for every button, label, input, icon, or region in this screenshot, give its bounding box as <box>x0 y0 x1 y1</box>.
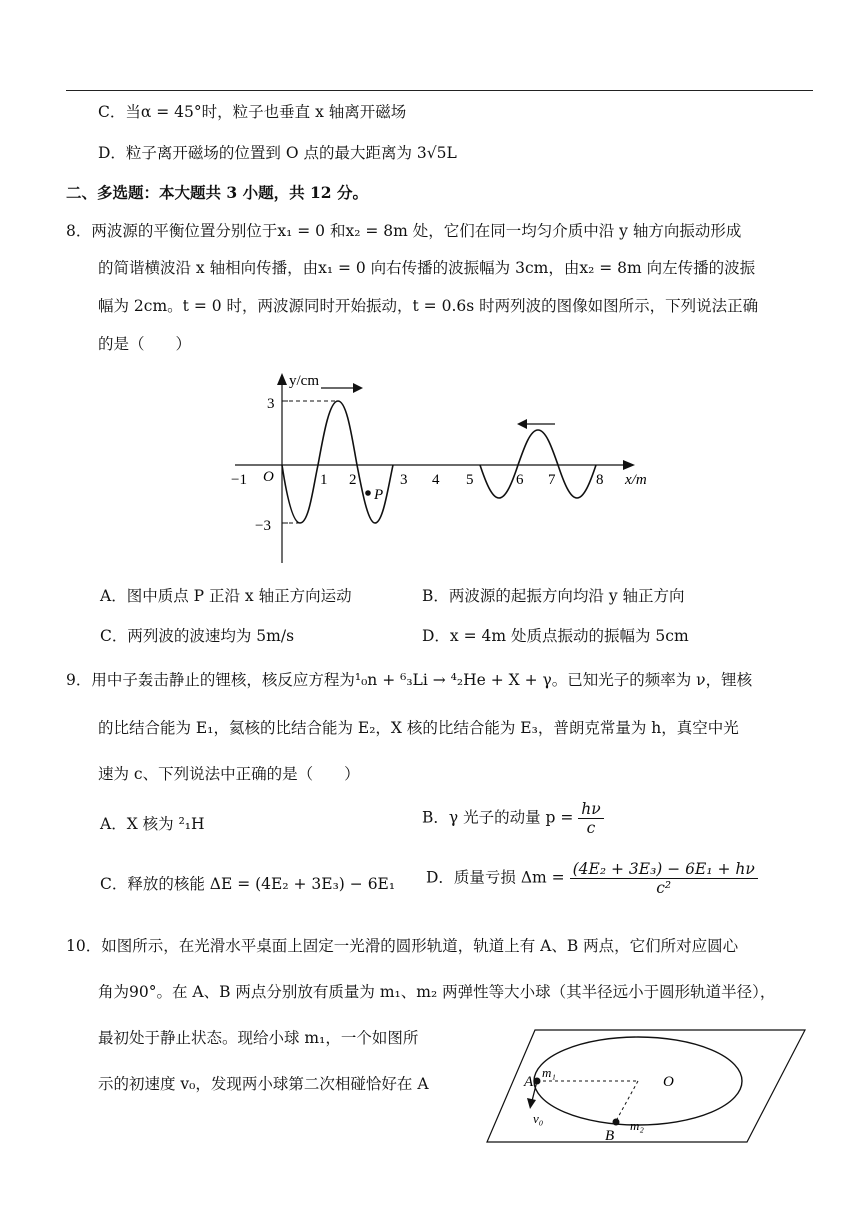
q9-option-d-fraction <box>570 860 758 897</box>
q9-stem-1b: 。已知光子的频率为 ν，锂核 <box>551 671 753 689</box>
mass-m2-label: m₂ <box>630 1118 644 1133</box>
q9-option-b-denominator: c <box>586 819 596 837</box>
q9-option-d-denominator: c² <box>656 879 672 897</box>
x-tick-8: 8 <box>596 472 604 488</box>
q8-wave-figure <box>225 368 665 568</box>
q8-stem-line-1: 8．两波源的平衡位置分别位于x₁ = 0 和x₂ = 8m 处，它们在同一均匀介质中沿 y 轴方向振动形成 <box>66 222 742 240</box>
y-tick-neg3: −3 <box>255 518 271 534</box>
top-rule <box>66 90 813 91</box>
x-axis-label: x/m <box>625 472 647 488</box>
q10-stem-line-1: 10．如图所示，在光滑水平桌面上固定一光滑的圆形轨道，轨道上有 A、B 两点，它们所对应圆心 <box>66 937 739 955</box>
point-p-label: P <box>374 487 384 503</box>
x-tick-7: 7 <box>548 472 556 488</box>
q8-option-b: B．两波源的起振方向均沿 y 轴正方向 <box>422 587 685 605</box>
q9-option-b-prefix: B．γ 光子的动量 p = <box>422 808 574 827</box>
q9-option-d <box>426 860 758 897</box>
x-tick-1: 1 <box>320 472 328 488</box>
x-tick-3: 3 <box>400 472 408 488</box>
x-tick-2: 2 <box>349 472 357 488</box>
q10-stem-line-4: 示的初速度 v₀，发现两小球第二次相碰恰好在 A <box>98 1075 429 1093</box>
x-tick-5: 5 <box>466 472 474 488</box>
q9-option-d-prefix: D．质量亏损 Δm = <box>426 868 565 887</box>
origin-label: O <box>263 469 274 485</box>
point-b-label: B <box>605 1128 615 1144</box>
q9-stem-line-1 <box>66 668 752 690</box>
y-tick-3: 3 <box>267 396 275 412</box>
x-tick-4: 4 <box>432 472 440 488</box>
mass-m1-label: m₁ <box>542 1065 556 1080</box>
point-a-label: A <box>524 1074 534 1090</box>
q10-track-figure <box>480 1025 810 1150</box>
x-tick-6: 6 <box>516 472 524 488</box>
q9-option-c: C．释放的核能 ΔE = (4E₂ + 3E₃) − 6E₁ <box>100 875 396 893</box>
q8-stem-line-2: 的简谐横波沿 x 轴相向传播，由x₁ = 0 向右传播的波振幅为 3cm，由x₂ = 8m 向左传播的波振 <box>98 259 756 277</box>
q8-option-d: D．x = 4m 处质点振动的振幅为 5cm <box>422 627 689 645</box>
q8-stem-line-4: 的是（ ） <box>98 335 192 353</box>
q8-option-a: A．图中质点 P 正沿 x 轴正方向运动 <box>100 587 352 605</box>
y-axis-label: y/cm <box>289 373 319 389</box>
q9-option-b <box>422 800 604 837</box>
wave-left <box>282 401 393 523</box>
q8-stem-line-3: 幅为 2cm。t = 0 时，两波源同时开始振动，t = 0.6s 时两列波的图像如图所示，下列说法正确 <box>98 297 759 315</box>
q9-stem-line-3: 速为 c、下列说法中正确的是（ ） <box>98 765 360 783</box>
prev-option-c: C．当α = 45°时，粒子也垂直 x 轴离开磁场 <box>98 103 407 121</box>
q10-stem-line-3: 最初处于静止状态。现给小球 m₁，一个如图所 <box>98 1029 419 1047</box>
q9-equation: ¹₀n + ⁶₃Li → ⁴₂He + X + γ <box>354 671 552 689</box>
q9-option-d-numerator: (4E₂ + 3E₃) − 6E₁ + hν <box>570 860 758 879</box>
q9-option-a: A．X 核为 ²₁H <box>100 815 205 833</box>
q10-stem-line-2: 角为90°。在 A、B 两点分别放有质量为 m₁、m₂ 两弹性等大小球（其半径远小于圆形轨道半径）， <box>98 983 776 1001</box>
prev-option-d: D．粒子离开磁场的位置到 O 点的最大距离为 3√5L <box>98 144 457 162</box>
q9-option-b-numerator: hν <box>578 800 603 819</box>
wave-right <box>480 430 596 498</box>
q9-stem-line-2: 的比结合能为 E₁，氦核的比结合能为 E₂，X 核的比结合能为 E₃，普朗克常量为 h，真空中光 <box>98 719 739 737</box>
velocity-v0-label: v₀ <box>533 1111 544 1126</box>
q8-option-c: C．两列波的波速均为 5m/s <box>100 627 295 645</box>
center-o-label: O <box>663 1074 674 1090</box>
q9-stem-1a: 9．用中子轰击静止的锂核，核反应方程为 <box>66 671 355 689</box>
section-heading: 二、多选题：本大题共 3 小题，共 12 分。 <box>66 183 368 202</box>
q9-option-b-fraction <box>578 800 603 837</box>
x-tick-neg1: −1 <box>231 472 247 488</box>
